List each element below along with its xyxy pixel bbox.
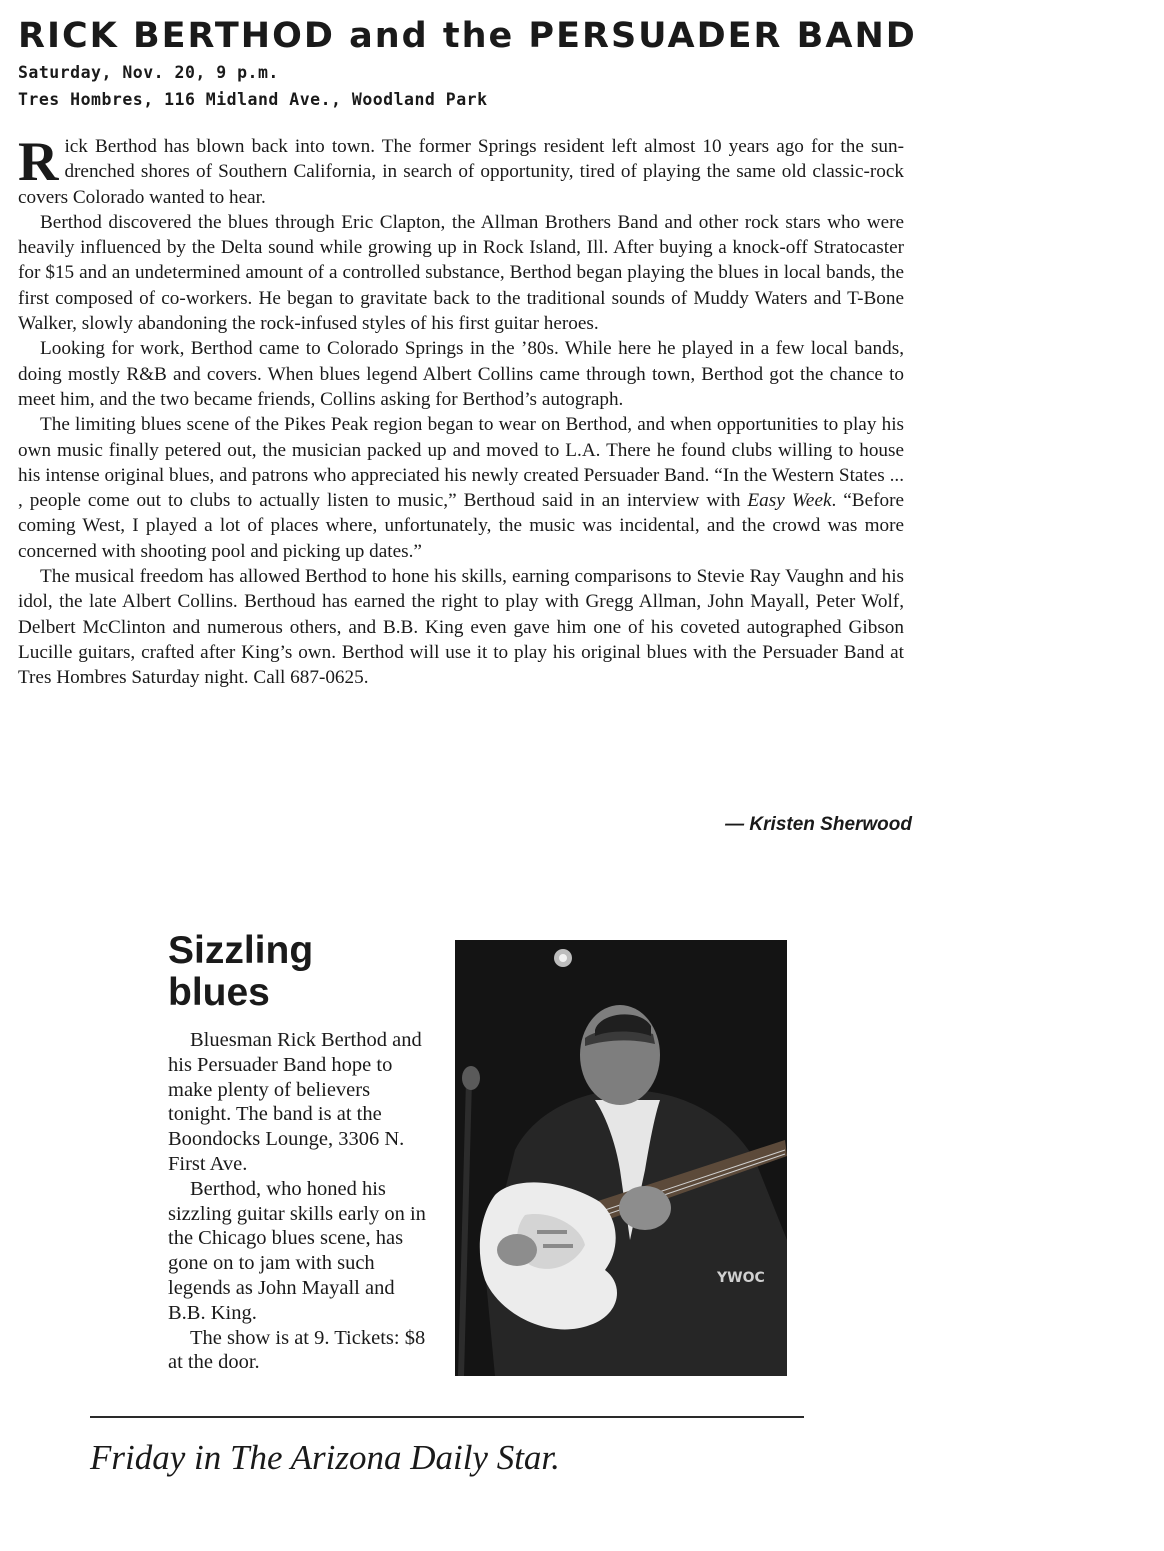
guitarist-photo-illustration [455,940,787,1376]
article-paragraph-1 [18,131,904,210]
picking-hand [497,1234,537,1266]
clipping-paragraph-1: Bluesman Rick Berthod and his Persuader Band hope to make plenty of believers tonight. The band is at the Boondocks Lounge, 3306 N. First Ave. [168,1029,422,1175]
pickup-2 [543,1244,573,1248]
clipping-title-line-2: blues [168,971,270,1014]
article-paragraph-4-start: The limiting blues scene of the Pikes Peak region began to wear on Berthod, and when opportunities to play his own music finally petered out, the musician packed up and moved to L.A. There he found clubs willing to house his intense original blues, and patrons who appreciated his newly created Persuader Band. “In the Western States ... , people come out to clubs to actually listen to music,” Berthoud said in an interview with [18,414,904,512]
event-date: Saturday, Nov. 20, 9 p.m. [18,63,279,82]
event-venue: Tres Hombres, 116 Midland Ave., Woodland Park [18,90,488,109]
clipping-paragraph-3: The show is at 9. Tickets: $8 at the door. [168,1326,426,1374]
pickup-1 [537,1230,567,1234]
article-body [18,131,904,691]
stage-light-core [559,954,567,962]
article-paragraph-4-end: . “Before coming West, I played a lot of places where, unfortunately, the music was incidental, and the crowd was more concerned with shooting pool and picking up dates.” [18,490,904,562]
clipping-paragraph-2: Berthod, who honed his sizzling guitar skills early on in the Chicago blues scene, has gone on to jam with such legends as John Mayall and B.B. King. [168,1177,426,1324]
clipping-title-line-1: Sizzling [168,929,314,972]
article-paragraph-1-text: ick Berthod has blown back into town. The former Springs resident left almost 10 years ago for the sun-drenched shores of Southern California, in search of opportunity, tired of playing the same old classic-rock covers Colorado wanted to hear. [18,136,904,208]
article-paragraph-4 [18,412,904,564]
microphone [462,1066,480,1090]
publication-title: Easy Week [747,490,832,512]
article-paragraph-5: The musical freedom has allowed Berthod to hone his skills, earning comparisons to Stevie Ray Vaughn and his idol, the late Albert Collins. Berthoud has earned the right to play with Gregg Allman, John Mayall, Peter Wolf, Delbert McClinton and numerous others, and B.B. King even gave him one of his coveted autographed Gibson Lucille guitars, crafted after King’s own. Berthod will use it to play his original blues with the Persuader Band at Tres Hombres Saturday night. Call 687-0625. [18,566,904,689]
byline: — Kristen Sherwood [725,814,912,835]
background-sign: YWOC [717,1270,765,1286]
divider-rule [90,1416,804,1418]
clipping-title [168,930,313,1014]
guitarist-photo [455,940,787,1376]
article-paragraph-2: Berthod discovered the blues through Eric Clapton, the Allman Brothers Band and other rock stars who were heavily influenced by the Delta sound while growing up in Rock Island, Ill. After buying a knock-off Stratocaster for $15 and an undetermined amount of a controlled substance, Berthod began playing the blues in local bands, the first composed of co-workers. He began to gravitate back to the traditional sounds of Muddy Waters and T-Bone Walker, slowly abandoning the rock-infused styles of his first guitar heroes. [18,211,904,335]
clipping-body [168,1028,434,1375]
fretting-hand [619,1186,671,1230]
source-credit: Friday in The Arizona Daily Star. [90,1438,560,1477]
event-headline: RICK BERTHOD and the PERSUADER BAND [18,16,917,56]
drop-cap: R [18,131,59,193]
article-paragraph-3: Looking for work, Berthod came to Colorado Springs in the ’80s. While here he played in a few local bands, doing mostly R&B and covers. When blues legend Albert Collins came through town, Berthod got the chance to meet him, and the two became friends, Collins asking for Berthod’s autograph. [18,338,904,410]
